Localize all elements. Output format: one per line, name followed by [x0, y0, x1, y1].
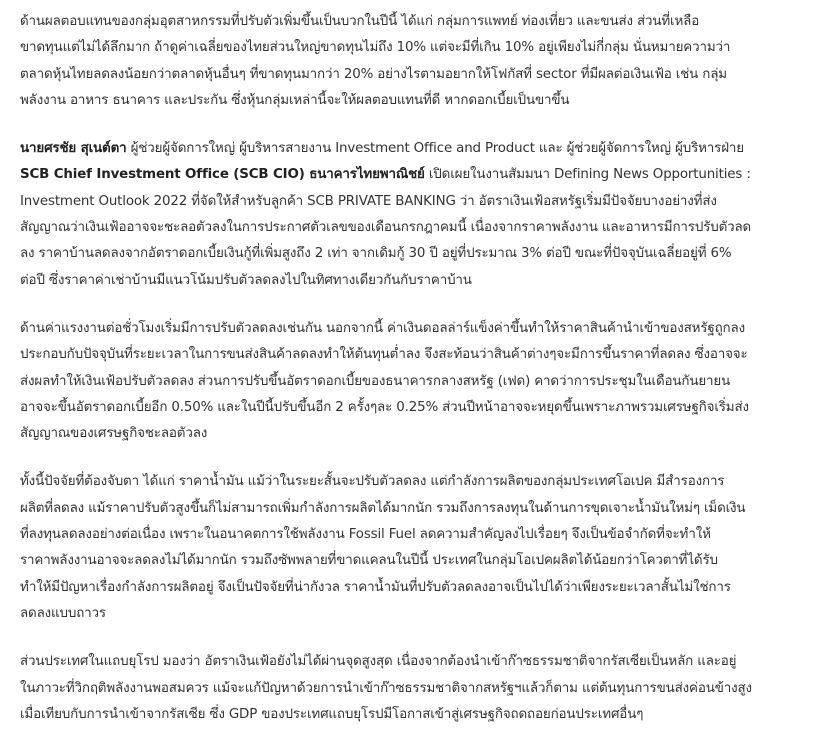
paragraph-industry-returns	[20, 9, 816, 114]
text-line: ผลิตที่ลดลง แม้ราคาปรับตัวสูงขึ้นก็ไม่สามารถเพิ่มกำลังการผลิตได้มากนัก รวมถึงการลงทุนในด้านการขุดเจาะน้ำมันใหม่ๆ เม็ดเงิน	[20, 500, 746, 516]
paragraph-labor-and-fed	[20, 316, 816, 447]
text-line: ประกอบกับปัจจุบันที่ระยะเวลาในการขนส่งสินค้าลดลงทำให้ต้นทุนต่ำลง จึงสะท้อนว่าสินค้าต่างๆจะมีการขึ้นราคาที่ลดลง ซึ่งอาจจะ	[20, 347, 748, 363]
text-line: ลง ราคาบ้านลดลงจากอัตราดอกเบี้ยเงินกู้ที่เพิ่มสูงถึง 2 เท่า จากเดิมกู้ 30 ปี อยู่ที่ประมาณ 3% ต่อปี ขณะที่ปัจจุบันเฉลี่ยอยู่ที่ 6%	[20, 246, 732, 262]
text-line: อาจจะขึ้นอัตราดอกเบี้ยอีก 0.50% และในปีนี้ปรับขึ้นอีก 2 ครั้งๆละ 0.25% ส่วนปีหน้าอาจจะหยุดขึ้นเพราะภาพรวมเศรษฐกิจเริ่มส่ง	[20, 399, 749, 415]
text-line: ตลาดหุ้นไทยลดลงน้อยกว่าตลาดหุ้นอื่นๆ ที่ขาดทุนมากว่า 20% อย่างไรตามอยากให้โฟกัสที่ sector ที่มีผลต่อเงินเฟ้อ เช่น กลุ่ม	[20, 66, 727, 82]
text-line: ในภาวะที่วิกฤติพลังงานพอสมควร แม้จะแก้ปัญหาด้วยการนำเข้าก๊าซธรรมชาติจากสหรัฐฯแล้วก็ตาม แต่ต้นทุนการขนส่งค่อนข้างสูง	[20, 680, 752, 696]
text-line: สัญญาณของเศรษฐกิจชะลอตัวลง	[20, 426, 208, 442]
text-line: Investment Outlook 2022 ที่จัดให้สำหรับลูกค้า SCB PRIVATE BANKING ว่า อัตราเงินเฟ้อสหรัฐเริ่มมีปัจจัยบางอย่างที่ส่ง	[20, 193, 717, 209]
text-line: ส่งผลทำให้เงินเฟ้อปรับตัวลดลง ส่วนการปรับขึ้นอัตราดอกเบี้ยของธนาคารกลางสหรัฐ (เฟด) คาดว่าการประชุมในเดือนกันยายน	[20, 373, 731, 389]
text-line: ขาดทุนแต่ไม่ได้ลึกมาก ถ้าดูค่าเฉลี่ยของไทยส่วนใหญ่ขาดทุนไม่ถึง 10% แต่จะมีที่เกิน 10% อยู่เพียงไม่กี่กลุ่ม นั่นหมายความว่า	[20, 40, 731, 56]
paragraph-oil-factors	[20, 469, 816, 627]
text-line: ทั้งนี้ปัจจัยที่ต้องจับตา ได้แก่ ราคาน้ำมัน แม้ว่าในระยะสั้นจะปรับตัวลดลง แต่กำลังการผลิตของกลุ่มประเทศโอเปค มีสำรองการ	[20, 474, 725, 490]
text-line: พลังงาน อาหาร ธนาคาร และประกัน ซึ่งหุ้นกลุ่มเหล่านี้จะให้ผลตอบแทนที่ดี หากดอกเบี้ยเป็นขาขึ้น	[20, 92, 570, 108]
paragraph-europe-outlook	[20, 649, 816, 728]
text-line	[20, 162, 816, 188]
speaker-title: ผู้ช่วยผู้จัดการใหญ่ ผู้บริหารสายงาน Investment Office and Product และ ผู้ช่วยผู้จัดการใหญ่ ผู้บริหารฝ่าย	[126, 141, 744, 157]
event-intro: เปิดเผยในงานสัมมนา Defining News Opportunities :	[424, 167, 751, 183]
text-line: เมื่อเทียบกับการนำเข้าจากรัสเซีย ซึ่ง GDP ของประเทศแถบยุโรปมีโอกาสเข้าสู่เศรษฐกิจถดถอยก่อนประเทศอื่นๆ	[20, 706, 644, 722]
text-line: ทำให้มีปัญหาเรื่องกำลังการผลิตอยู่ จึงเป็นปัจจัยที่น่ากังวล ราคาน้ำมันที่ปรับตัวลดลงอาจเป็นไปได้ว่าเพียงระยะเวลาสั้นไม่ใช่การ	[20, 579, 731, 595]
speaker-name: นายศรชัย สุเนต์ตา	[20, 141, 127, 157]
text-line: ที่ลงทุนลดลงอย่างต่อเนื่อง เพราะในอนาคตการใช้พลังงาน Fossil Fuel ลดความสำคัญลงไปเรื่อยๆ จึงเป็นข้อจำกัดที่จะทำให้	[20, 527, 711, 543]
text-line: ราคาพลังงานอาจจะลดลงไม่ได้มากนัก รวมถึงซัพพลายที่ขาดแคลนในปีนี้ ประเทศในกลุ่มโอเปคผลิตได้น้อยกว่าโควตาที่ได้รับ	[20, 553, 718, 569]
text-line: ต่อปี ซึ่งราคาค่าเช่าบ้านมีแนวโน้มปรับตัวลดลงไปในทิศทางเดียวกันกับราคาบ้าน	[20, 272, 472, 288]
organization-name: SCB Chief Investment Office (SCB CIO) ธนาคารไทยพาณิชย์	[20, 167, 425, 183]
text-line	[20, 136, 816, 162]
text-line: ด้านค่าแรงงานต่อชั่วโมงเริ่มมีการปรับตัวลดลงเช่นกัน นอกจากนี้ ค่าเงินดอลล่าร์แข็งค่าขึ้นทำให้ราคาสินค้านำเข้าของสหรัฐถูกลง	[20, 320, 745, 336]
text-line: ลดลงแบบถาวร	[20, 605, 106, 621]
paragraph-scb-cio-statement	[20, 136, 816, 294]
text-line: ส่วนประเทศในแถบยุโรป มองว่า อัตราเงินเฟ้อยังไม่ได้ผ่านจุดสูงสุด เนื่องจากต้องนำเข้าก๊าซธรรมชาติจากรัสเซียเป็นหลัก และอยู่	[20, 654, 737, 670]
text-line: ด้านผลตอบแทนของกลุ่มอุตสาหกรรมที่ปรับตัวเพิ่มขึ้นเป็นบวกในปีนี้ ได้แก่ กลุ่มการแพทย์ ท่องเที่ยว และขนส่ง ส่วนที่เหลือ	[20, 14, 700, 29]
text-line: สัญญาณว่าเงินเฟ้ออาจจะชะลอตัวลงในการประกาศตัวเลขของเดือนกรกฎาคมนี้ เนื่องจากราคาพลังงาน และอาหารมีการปรับตัวลด	[20, 220, 752, 236]
